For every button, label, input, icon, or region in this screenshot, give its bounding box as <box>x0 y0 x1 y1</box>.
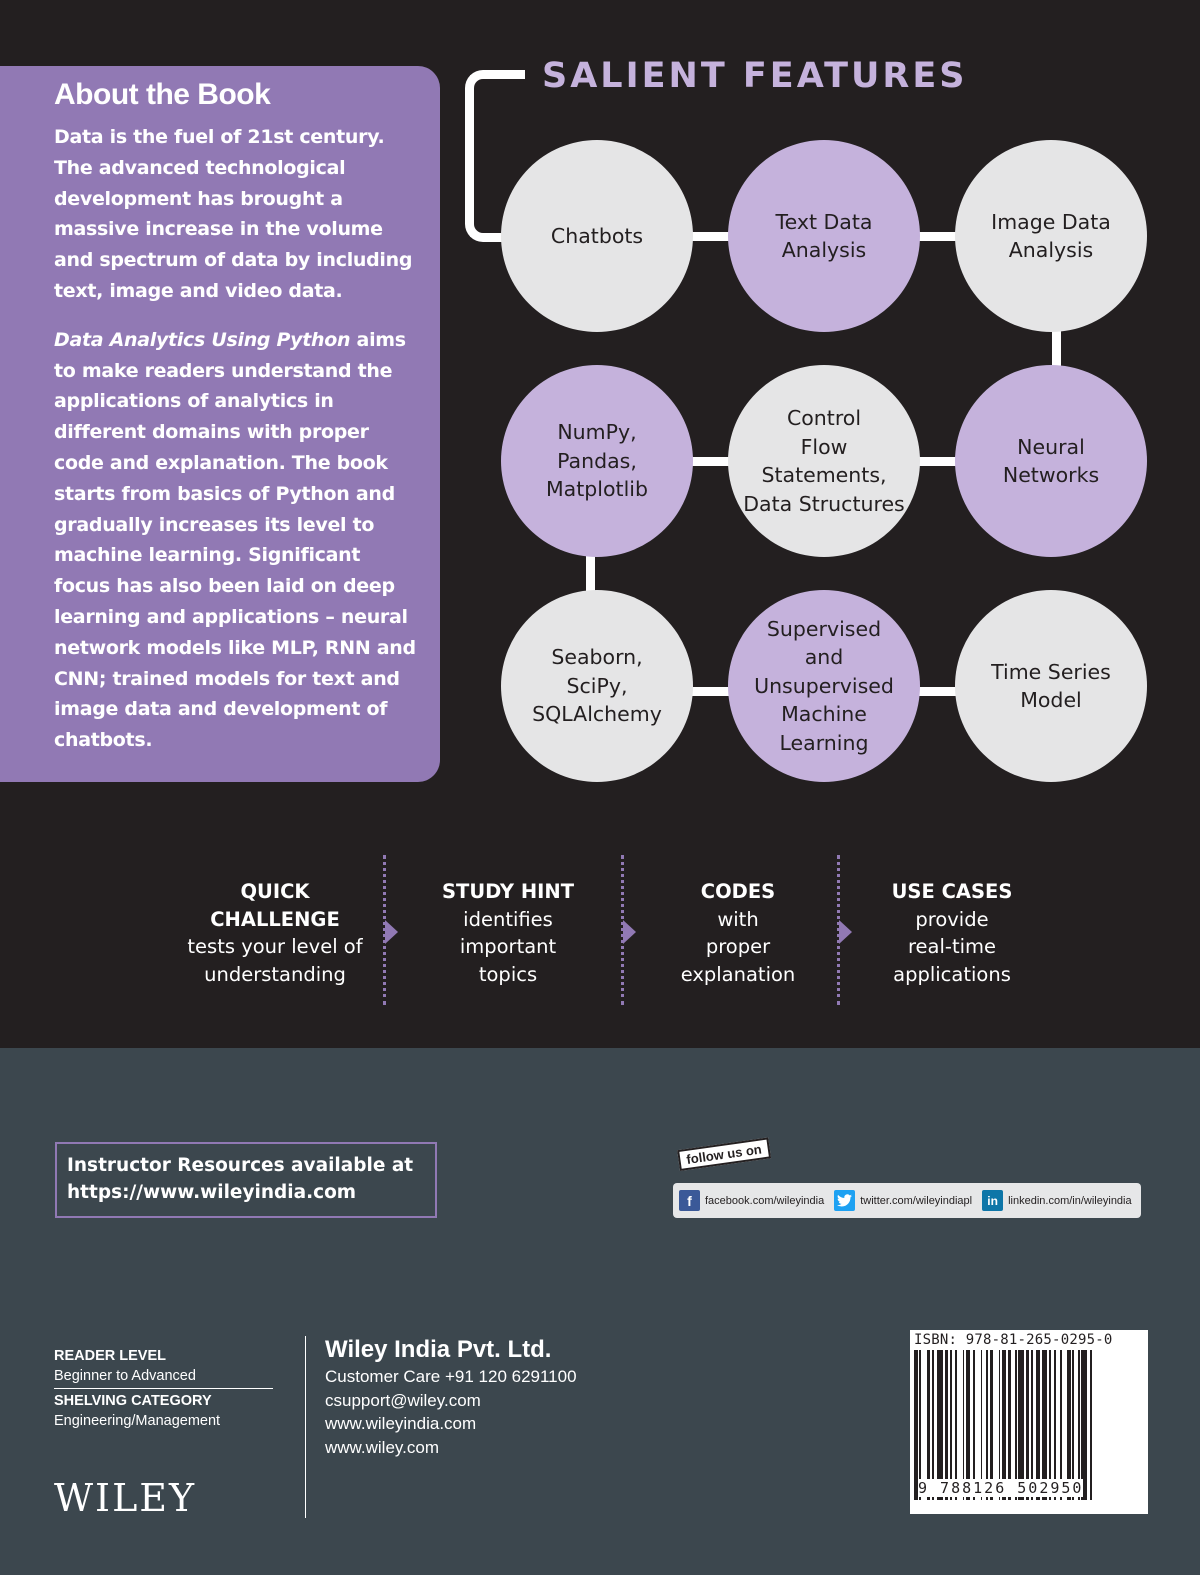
strip-title: USE CASES <box>891 880 1013 903</box>
connector <box>916 687 960 696</box>
barcode-bar <box>1072 1350 1074 1500</box>
strip-title: STUDY HINT <box>441 880 575 903</box>
barcode-bar <box>986 1350 988 1500</box>
about-paragraph-1: Data is the fuel of 21st century. The advanced technological development has brought a massive increase in the volume and spectrum of data by including text, image and video data. <box>54 126 413 302</box>
publisher-info <box>325 1335 577 1459</box>
reader-info <box>54 1346 273 1431</box>
barcode-bar <box>999 1350 1001 1500</box>
strip-desc: provide real-time applications <box>893 907 1011 986</box>
divider <box>54 1388 273 1389</box>
twitter-icon <box>834 1190 855 1211</box>
salient-features-title: SALIENT FEATURES <box>542 56 968 96</box>
barcode-bar <box>1036 1350 1040 1500</box>
about-paragraph-2 <box>54 325 420 756</box>
shelving-value: Engineering/Management <box>54 1413 221 1429</box>
about-paragraph-2-text: aims to make readers understand the applications of analytics in different domains with proper code and explanation. The book starts from basics of Python and gradually increases its level to machine learning. Significant focus has also been laid on deep learning and applications – neural network models like MLP, RNN and CNN; trained models for text and image data and development of chatbots. <box>54 328 416 752</box>
social-bar <box>673 1183 1141 1218</box>
barcode-bar <box>1081 1350 1086 1500</box>
barcode-bar <box>927 1350 931 1500</box>
barcode-bar <box>963 1350 965 1500</box>
feature-circle-seaborn <box>501 590 693 782</box>
feature-label: Image Data Analysis <box>991 209 1111 262</box>
feature-label: Supervised and Unsupervised Machine Learning <box>754 616 894 755</box>
instructor-text: Instructor Resources available at <box>67 1155 414 1176</box>
facebook-link[interactable] <box>679 1190 824 1211</box>
strip-desc: tests your level of understanding <box>187 935 363 986</box>
isbn-text: ISBN: 978-81-265-0295-0 <box>914 1332 1113 1348</box>
strip-codes <box>663 878 813 988</box>
strip-title: QUICK CHALLENGE <box>210 880 340 931</box>
linkedin-icon: in <box>982 1190 1003 1211</box>
book-title: Data Analytics Using Python <box>54 328 351 351</box>
barcode-bar <box>1060 1350 1062 1500</box>
feature-circle-machine-learning <box>728 590 920 782</box>
barcode-bar <box>1078 1350 1080 1500</box>
feature-label: Chatbots <box>550 223 644 248</box>
barcode-bar <box>955 1350 957 1500</box>
barcode-bar <box>966 1350 970 1500</box>
barcode-bar <box>1042 1350 1047 1500</box>
barcode-bar <box>1067 1350 1071 1500</box>
connector <box>916 232 960 241</box>
strip-quick-challenge <box>185 878 365 988</box>
vertical-divider <box>305 1336 306 1518</box>
twitter-link[interactable] <box>834 1190 972 1211</box>
about-heading: About the Book <box>54 78 271 111</box>
customer-care: Customer Care +91 120 6291100 <box>325 1367 577 1386</box>
follow-us-tag: follow us on <box>677 1137 771 1171</box>
barcode-bar <box>950 1350 952 1500</box>
website-global[interactable]: www.wiley.com <box>325 1437 439 1457</box>
website-india[interactable]: www.wileyindia.com <box>325 1414 477 1433</box>
arrow-right-icon <box>623 920 636 944</box>
barcode-bar <box>990 1350 994 1500</box>
connector <box>916 457 960 466</box>
barcode-bar <box>945 1350 949 1500</box>
barcode-bar <box>937 1350 942 1500</box>
facebook-url: facebook.com/wileyindia <box>705 1194 825 1207</box>
linkedin-url: linkedin.com/in/wileyindia <box>1008 1194 1132 1207</box>
isbn-barcode <box>910 1330 1148 1514</box>
barcode-bar <box>919 1350 921 1500</box>
barcode-bar <box>914 1350 918 1500</box>
barcode-number: 9 788126 502950 <box>918 1479 1084 1497</box>
barcode-bar <box>1090 1350 1092 1500</box>
linkedin-link[interactable] <box>982 1190 1132 1211</box>
twitter-url: twitter.com/wileyindiapl <box>860 1194 973 1207</box>
barcode-bar <box>973 1350 975 1500</box>
arrow-right-icon <box>385 920 398 944</box>
shelving-label: SHELVING CATEGORY <box>54 1393 212 1409</box>
feature-circle-neural-networks <box>955 365 1147 557</box>
facebook-icon: f <box>679 1190 700 1211</box>
barcode-bar <box>1015 1350 1017 1500</box>
barcode-bar <box>932 1350 934 1500</box>
feature-circle-image-data <box>955 140 1147 332</box>
connector <box>586 553 595 593</box>
barcode-bar <box>1026 1350 1030 1500</box>
instructor-resources-box <box>55 1142 437 1218</box>
wiley-logo: WILEY <box>54 1476 197 1520</box>
strip-use-cases <box>872 878 1032 988</box>
barcode-bar <box>1031 1350 1033 1500</box>
barcode-bar <box>1049 1350 1051 1500</box>
feature-label: Neural Networks <box>1002 434 1100 487</box>
feature-label: Seaborn, SciPy, SQLAlchemy <box>532 645 662 727</box>
barcode-bars <box>914 1350 1142 1500</box>
feature-circle-chatbots <box>501 140 693 332</box>
barcode-bar <box>1008 1350 1012 1500</box>
barcode-bar <box>981 1350 983 1500</box>
publisher-name: Wiley India Pvt. Ltd. <box>325 1336 552 1363</box>
strip-desc: with proper explanation <box>680 907 796 986</box>
feature-label: Control Flow Statements, Data Structures <box>743 406 905 516</box>
feature-label: Text Data Analysis <box>775 209 873 262</box>
feature-label: NumPy, Pandas, Matplotlib <box>546 420 648 502</box>
feature-circle-control-flow <box>728 365 920 557</box>
feature-circle-time-series <box>955 590 1147 782</box>
feature-circle-numpy <box>501 365 693 557</box>
reader-level-value: Beginner to Advanced <box>54 1368 196 1384</box>
strip-title: CODES <box>700 880 776 903</box>
feature-circle-text-data <box>728 140 920 332</box>
barcode-bar <box>1054 1350 1056 1500</box>
arrow-right-icon <box>839 920 852 944</box>
support-email[interactable]: csupport@wiley.com <box>325 1390 481 1410</box>
instructor-link[interactable]: https://www.wileyindia.com <box>67 1182 357 1203</box>
connector <box>1052 328 1061 368</box>
about-panel <box>0 66 440 782</box>
strip-desc: identifies important topics <box>459 907 557 986</box>
reader-level-label: READER LEVEL <box>54 1348 166 1364</box>
strip-study-hint <box>428 878 588 988</box>
barcode-bar <box>1002 1350 1006 1500</box>
feature-label: Time Series Model <box>991 659 1111 712</box>
barcode-bar <box>1018 1350 1023 1500</box>
